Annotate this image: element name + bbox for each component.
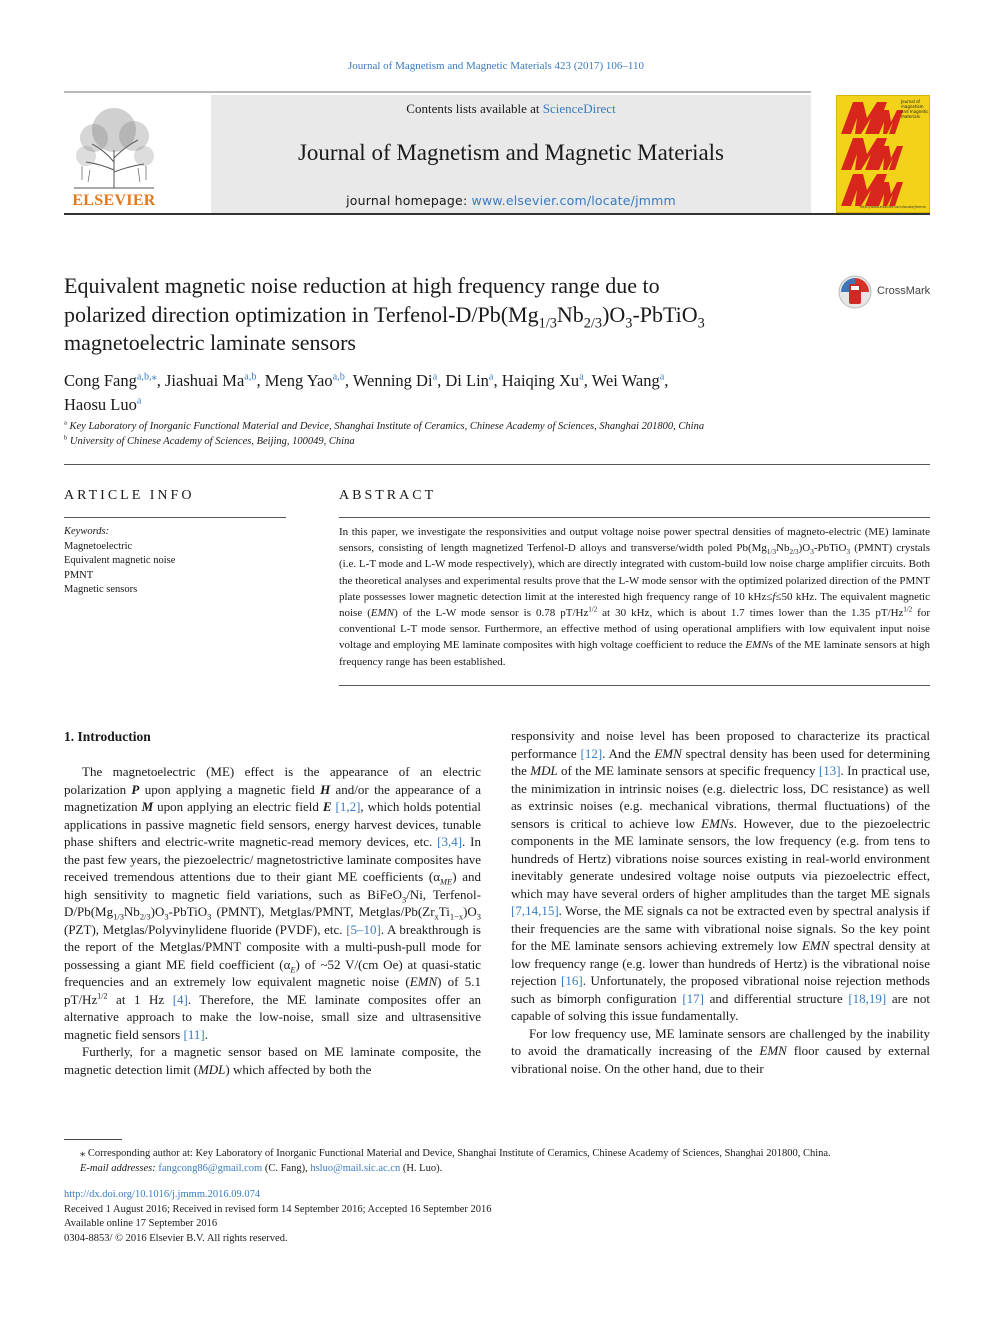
author-separator: , — [493, 371, 502, 390]
journal-title: Journal of Magnetism and Magnetic Materials — [297, 140, 725, 165]
text: . Unfortunately, the proposed vibrational noise rejection methods such as bimorph configuration — [511, 973, 930, 1006]
author-aff-mark[interactable]: a — [136, 395, 142, 407]
header-bottom-rule — [64, 213, 930, 215]
text: (PMNT), Metglas/PMNT, Metglas/Pb(Zr — [211, 904, 435, 919]
journal-citation[interactable]: Journal of Magnetism and Magnetic Materials 423 (2017) 106–110 — [348, 60, 644, 72]
abstract-sup: 1/2 — [588, 606, 598, 614]
text: . In practical use, the minimization in intrinsic noises (e.g. dielectric loss, DC resistance) as well as extrinsic noises (e.g. mechanical vibrations, thermal fluctuations) of the sensors is critical to achieve low — [511, 763, 930, 831]
paragraph — [64, 1043, 481, 1078]
text: . — [204, 1026, 208, 1042]
abstract-sub: 1/3 — [766, 548, 777, 557]
abstract-italic: f — [772, 590, 776, 603]
homepage-link[interactable]: www.elsevier.com/locate/jmmm — [471, 193, 676, 208]
italic: EMN — [654, 745, 682, 761]
text: . However, due to the piezoelectric components in the ME laminate sensors, the low frequency (e.g. from tens to hundreds of Hertz) vibrations noise sources existing in real-world environment inevitably generate undesired voltage noise outputs via piezoelectric effect, which may have several orders of higher amplitudes than the target ME signals — [511, 815, 930, 901]
article-title — [64, 272, 824, 358]
italic: EMN — [801, 938, 830, 953]
text: Nb — [123, 904, 140, 919]
elsevier-logo[interactable] — [64, 100, 164, 210]
abstract-rule — [339, 517, 930, 518]
abstract-segment: s of the ME laminate sensors at high frequency range has been established. — [339, 639, 931, 668]
text: are not capable of solving this issue fundamentally. — [511, 990, 930, 1023]
article-meta — [64, 1188, 930, 1247]
subscript: E — [290, 964, 296, 975]
italic: EMN — [759, 1043, 787, 1058]
body-column-right — [511, 727, 930, 1077]
text: The magnetoelectric (ME) effect is the appearance of an electric polarization — [64, 764, 481, 797]
author-aff-mark[interactable]: a,b — [332, 371, 345, 383]
text: spectral density has been used for determining the — [511, 745, 930, 778]
text: )O — [463, 904, 477, 919]
keyword-item: Equivalent magnetic noise — [64, 555, 176, 566]
citation-link[interactable]: [1,2] — [335, 799, 361, 814]
introduction-heading: 1. Introduction — [64, 729, 151, 744]
keywords-label: Keywords: — [64, 526, 110, 537]
symbol: P — [131, 781, 140, 797]
text: ) of 5.1 pT/Hz — [64, 974, 481, 1007]
text: . And the — [602, 745, 655, 761]
text: , which holds potential applications in passive magnetic field sensors, energy harvest devices, tunable phase shifters and electric-write magnetic-read memory devices, etc. — [64, 799, 481, 849]
abstract-sup: 1/2 — [903, 606, 913, 614]
text: /Ni, Terfenol-D/Pb(Mg — [64, 886, 481, 919]
text: ) which affected by both the — [225, 1061, 372, 1077]
title-sub: 2/3 — [583, 314, 603, 331]
subscript: 3 — [207, 911, 212, 922]
text: upon applying an electric field — [153, 799, 323, 814]
cover-url: http://www.elsevier.com/locate/jmmm — [859, 205, 926, 209]
italic: MDL — [530, 763, 558, 778]
author-separator: , — [344, 371, 353, 390]
paragraph — [511, 727, 930, 1025]
abstract-italic: EMN — [370, 607, 395, 620]
contents-line — [211, 101, 811, 117]
author-aff-mark[interactable]: a,b — [244, 371, 257, 383]
text: floor caused by external vibrational noise. On the other hand, due to their — [511, 1043, 930, 1076]
email-owner: (C. Fang), — [262, 1163, 311, 1174]
crossmark-label: CrossMark — [877, 285, 931, 297]
text: spectral density at low frequency range (e.g. lower than hundreds of Hertz) is the vibrational noise rejection — [511, 938, 930, 988]
abstract-heading: ABSTRACT — [339, 488, 437, 503]
author-aff-mark[interactable]: a — [432, 371, 438, 383]
author-separator: , — [256, 371, 265, 390]
symbol: H — [320, 781, 331, 797]
copyright: 0304-8853/ © 2016 Elsevier B.V. All rights reserved. — [64, 1233, 288, 1245]
abstract-segment: Nb — [776, 542, 790, 555]
keyword-item: PMNT — [64, 569, 94, 581]
subscript: 2/3 — [139, 911, 151, 922]
text: -PbTiO — [168, 904, 208, 919]
abstract-segment: )O — [798, 542, 811, 555]
email-link[interactable]: fangcong86@gmail.com — [158, 1163, 263, 1174]
affiliation-b — [64, 436, 924, 447]
text: and differential structure — [703, 990, 849, 1006]
author-separator: , — [664, 371, 669, 390]
citation-link[interactable]: [12] — [580, 745, 603, 761]
title-sub: 1/3 — [538, 314, 557, 331]
title-line-2-c: )O — [602, 301, 626, 327]
citation-link[interactable]: [5–10] — [346, 921, 381, 937]
subscript: 3 — [164, 911, 169, 922]
affiliation-mark: a — [64, 419, 67, 427]
header-top-rule — [64, 91, 811, 93]
title-line-3: magnetoelectric laminate sensors — [64, 330, 356, 355]
email-label: E-mail addresses: — [80, 1163, 156, 1174]
title-line-2-b: Nb — [556, 301, 584, 327]
author-aff-mark[interactable]: a,b,⁎ — [136, 371, 157, 383]
abstract-sub: 3 — [810, 548, 814, 557]
text: ) and high sensitivity to magnetic field variations, such as BiFeO — [64, 869, 481, 902]
author-aff-mark[interactable]: a — [659, 371, 665, 383]
text: at 1 Hz — [107, 991, 173, 1007]
elsevier-tree-icon — [64, 100, 164, 192]
abstract-segment: -PbTiO — [813, 542, 847, 555]
text: For low frequency use, ME laminate sensors are challenged by the inability to avoid the dramatically increasing of the — [511, 1025, 930, 1058]
footnote-star: ⁎ — [80, 1148, 86, 1159]
author-name[interactable]: Wei Wang — [591, 371, 660, 390]
author-aff-mark[interactable]: a — [488, 371, 494, 383]
text: and/or the appearance of a magnetization — [64, 781, 481, 814]
abstract-segment: ) of the L-W mode sensor is 0.78 pT/Hz — [394, 607, 589, 620]
subscript: x — [434, 911, 439, 922]
journal-homepage — [211, 193, 811, 208]
paragraph — [511, 1025, 930, 1078]
citation-link[interactable]: [4] — [172, 991, 188, 1007]
doi-link[interactable]: http://dx.doi.org/10.1016/j.jmmm.2016.09.074 — [64, 1189, 261, 1200]
citation-link[interactable]: [7,14,15] — [511, 903, 559, 918]
text: Furtherly, for a magnetic sensor based on ME laminate composite, the magnetic detection limit ( — [64, 1044, 481, 1077]
author-name[interactable]: Jiashuai Ma — [165, 371, 245, 390]
author-separator: , — [583, 371, 592, 390]
subscript: ME — [440, 876, 453, 887]
section-divider — [64, 464, 930, 465]
text: . In the past few years, the piezoelectric/ magnetostrictive laminate composites have received tremendous attentions due to their giant ME coefficients (α — [64, 834, 481, 884]
footnote — [64, 1146, 930, 1176]
citation-link[interactable]: [3,4] — [437, 834, 463, 849]
italic: EMNs — [701, 815, 734, 831]
abstract-text — [339, 524, 930, 670]
superscript: 1/2 — [97, 991, 108, 1001]
homepage-prefix: journal homepage: — [346, 193, 472, 208]
text: responsivity and noise level has been proposed to characterize its practical performance — [511, 728, 930, 761]
abstract-sub: 2/3 — [789, 548, 799, 557]
author-name[interactable]: Meng Yao — [264, 371, 333, 390]
author-name[interactable]: Cong Fang — [64, 371, 137, 390]
abstract-segment: for conventional L-T mode sensor. Furthermore, an effective method of using operational amplifiers with low equivalent input noise voltage and employing ME laminate composites with high voltage coefficient to reduce the — [339, 607, 930, 652]
citation-link[interactable]: [16] — [561, 973, 583, 988]
corresponding-author-note — [64, 1146, 930, 1161]
journal-cover[interactable] — [836, 95, 930, 213]
symbol: M — [141, 799, 154, 814]
symbol: E — [322, 799, 332, 814]
abstract-segment: at 30 kHz, which is about 1.7 times lower than the 1.35 pT/Hz — [597, 607, 904, 620]
sciencedirect-link[interactable]: ScienceDirect — [542, 101, 616, 116]
footnote-text: Corresponding author at: Key Laboratory of Inorganic Functional Material and Device, Shanghai Institute of Ceramics, Chinese Academy of Sciences, Shanghai 201800, China. — [85, 1148, 831, 1159]
keyword-item: Magnetic sensors — [64, 584, 138, 595]
italic: EMN — [409, 974, 438, 989]
abstract-segment: ≤50 kHz. The equivalent magnetic noise ( — [339, 590, 930, 620]
abstract-bottom-rule — [339, 685, 930, 686]
crossmark-badge[interactable] — [837, 274, 932, 310]
title-line-1: Equivalent magnetic noise reduction at high frequency range due to — [64, 273, 660, 298]
title-sub: 3 — [625, 314, 633, 331]
subscript: 3 — [401, 894, 407, 905]
keyword-item: Magnetoelectric — [64, 540, 133, 552]
text: upon applying a magnetic field — [139, 781, 321, 797]
received-dates: Received 1 August 2016; Received in revised form 14 September 2016; Accepted 16 September 2016 — [64, 1203, 492, 1215]
elsevier-wordmark: ELSEVIER — [72, 192, 156, 209]
text: of the ME laminate sensors at specific frequency — [557, 763, 819, 778]
email-owner: (H. Luo). — [400, 1163, 443, 1174]
abstract-italic: EMN — [745, 639, 769, 652]
title-line-2-d: -PbTiO — [632, 301, 698, 327]
abstract-sub: 3 — [846, 548, 851, 557]
citation-link[interactable]: [17] — [682, 990, 704, 1006]
author-separator: , — [156, 371, 166, 390]
author-separator: , — [437, 371, 446, 390]
citation-link[interactable]: [18,19] — [848, 990, 887, 1006]
text: )O — [150, 904, 165, 919]
article-info-rule — [64, 517, 286, 518]
title-line-2-a: polarized direction optimization in Terfenol-D/Pb(Mg — [64, 301, 539, 327]
abstract-segment: (PMNT) crystals (i.e. L-T mode and L-W mode respectively), which are directly integrated with custom-build low noise charge amplifier circuits. Both the theoretical analyses and experimental results prove that the L-W mode sensor with the optimized polarized direction of the PMNT plate possesses lower magnetic detection limit at the interested high frequency range of 10 kHz≤ — [339, 542, 930, 603]
subscript: 1/3 — [113, 911, 124, 922]
subscript: 3 — [476, 911, 481, 922]
text: . A breakthrough is the report of the Metglas/PMNT composite with a multi-push-pull mode for possessing a giant ME field coefficient (α — [64, 921, 481, 972]
author-list — [64, 369, 824, 417]
affiliation-a — [64, 421, 924, 432]
body-column-left — [64, 763, 481, 1078]
affiliation-mark: b — [64, 434, 68, 442]
footnote-rule — [64, 1139, 122, 1140]
author-aff-mark[interactable]: a — [579, 371, 584, 383]
text: . Worse, the ME signals ca not be extracted even by spectral analysis if their frequencies are the same with vibrational noise signals. So the key point for the ME laminate sensors achieving extremely low — [511, 903, 930, 953]
author-name[interactable]: Haosu Luo — [64, 395, 137, 414]
affiliation-text: University of Chinese Academy of Sciences, Beijing, 100049, China — [69, 436, 355, 447]
email-link[interactable]: hsluo@mail.sic.ac.cn — [310, 1163, 401, 1174]
title-sub: 3 — [697, 314, 705, 331]
online-date: Available online 17 September 2016 — [64, 1218, 218, 1230]
abstract-segment: In this paper, we investigate the responsivities and output voltage noise power spectral densities of magneto-electric (ME) laminate sensors, consisting of length magnetized Terfenol-D alloys and transverse/width poled — [339, 526, 930, 555]
keywords-block — [64, 525, 286, 598]
cover-title: Journal of magnetism and magnetic materials — [901, 99, 929, 119]
citation-link[interactable]: [11] — [183, 1026, 205, 1042]
text: ) of ~52 V/(cm Oe) at quasi-static frequencies and an extremely low equivalent magnetic noise ( — [64, 956, 481, 989]
italic: MDL — [197, 1061, 226, 1077]
text: (PZT), Metglas/Polyvinylidene fluoride (PVDF), etc. — [64, 921, 347, 937]
author-name[interactable]: Di Lin — [445, 371, 489, 390]
citation-link[interactable]: [13] — [818, 763, 841, 778]
article-info-heading: ARTICLE INFO — [64, 488, 195, 503]
author-name[interactable]: Haiqing Xu — [501, 371, 580, 390]
abstract-segment: Pb(Mg — [736, 542, 767, 555]
crossmark-icon — [837, 274, 873, 310]
contents-prefix: Contents lists available at — [406, 101, 543, 116]
text: . Therefore, the ME laminate composites offer an alternative approach to make the low-noise, small size and ultrasensitive magnetic field sensors — [64, 991, 481, 1042]
email-line — [64, 1161, 930, 1176]
subscript: 1−x — [449, 911, 464, 922]
paragraph — [64, 763, 481, 1043]
author-name[interactable]: Wenning Di — [352, 371, 433, 390]
text: Ti — [438, 904, 450, 919]
affiliation-text: Key Laboratory of Inorganic Functional Material and Device, Shanghai Institute of Ceramics, Chinese Academy of Sciences, Shanghai 201800, China — [69, 421, 705, 432]
